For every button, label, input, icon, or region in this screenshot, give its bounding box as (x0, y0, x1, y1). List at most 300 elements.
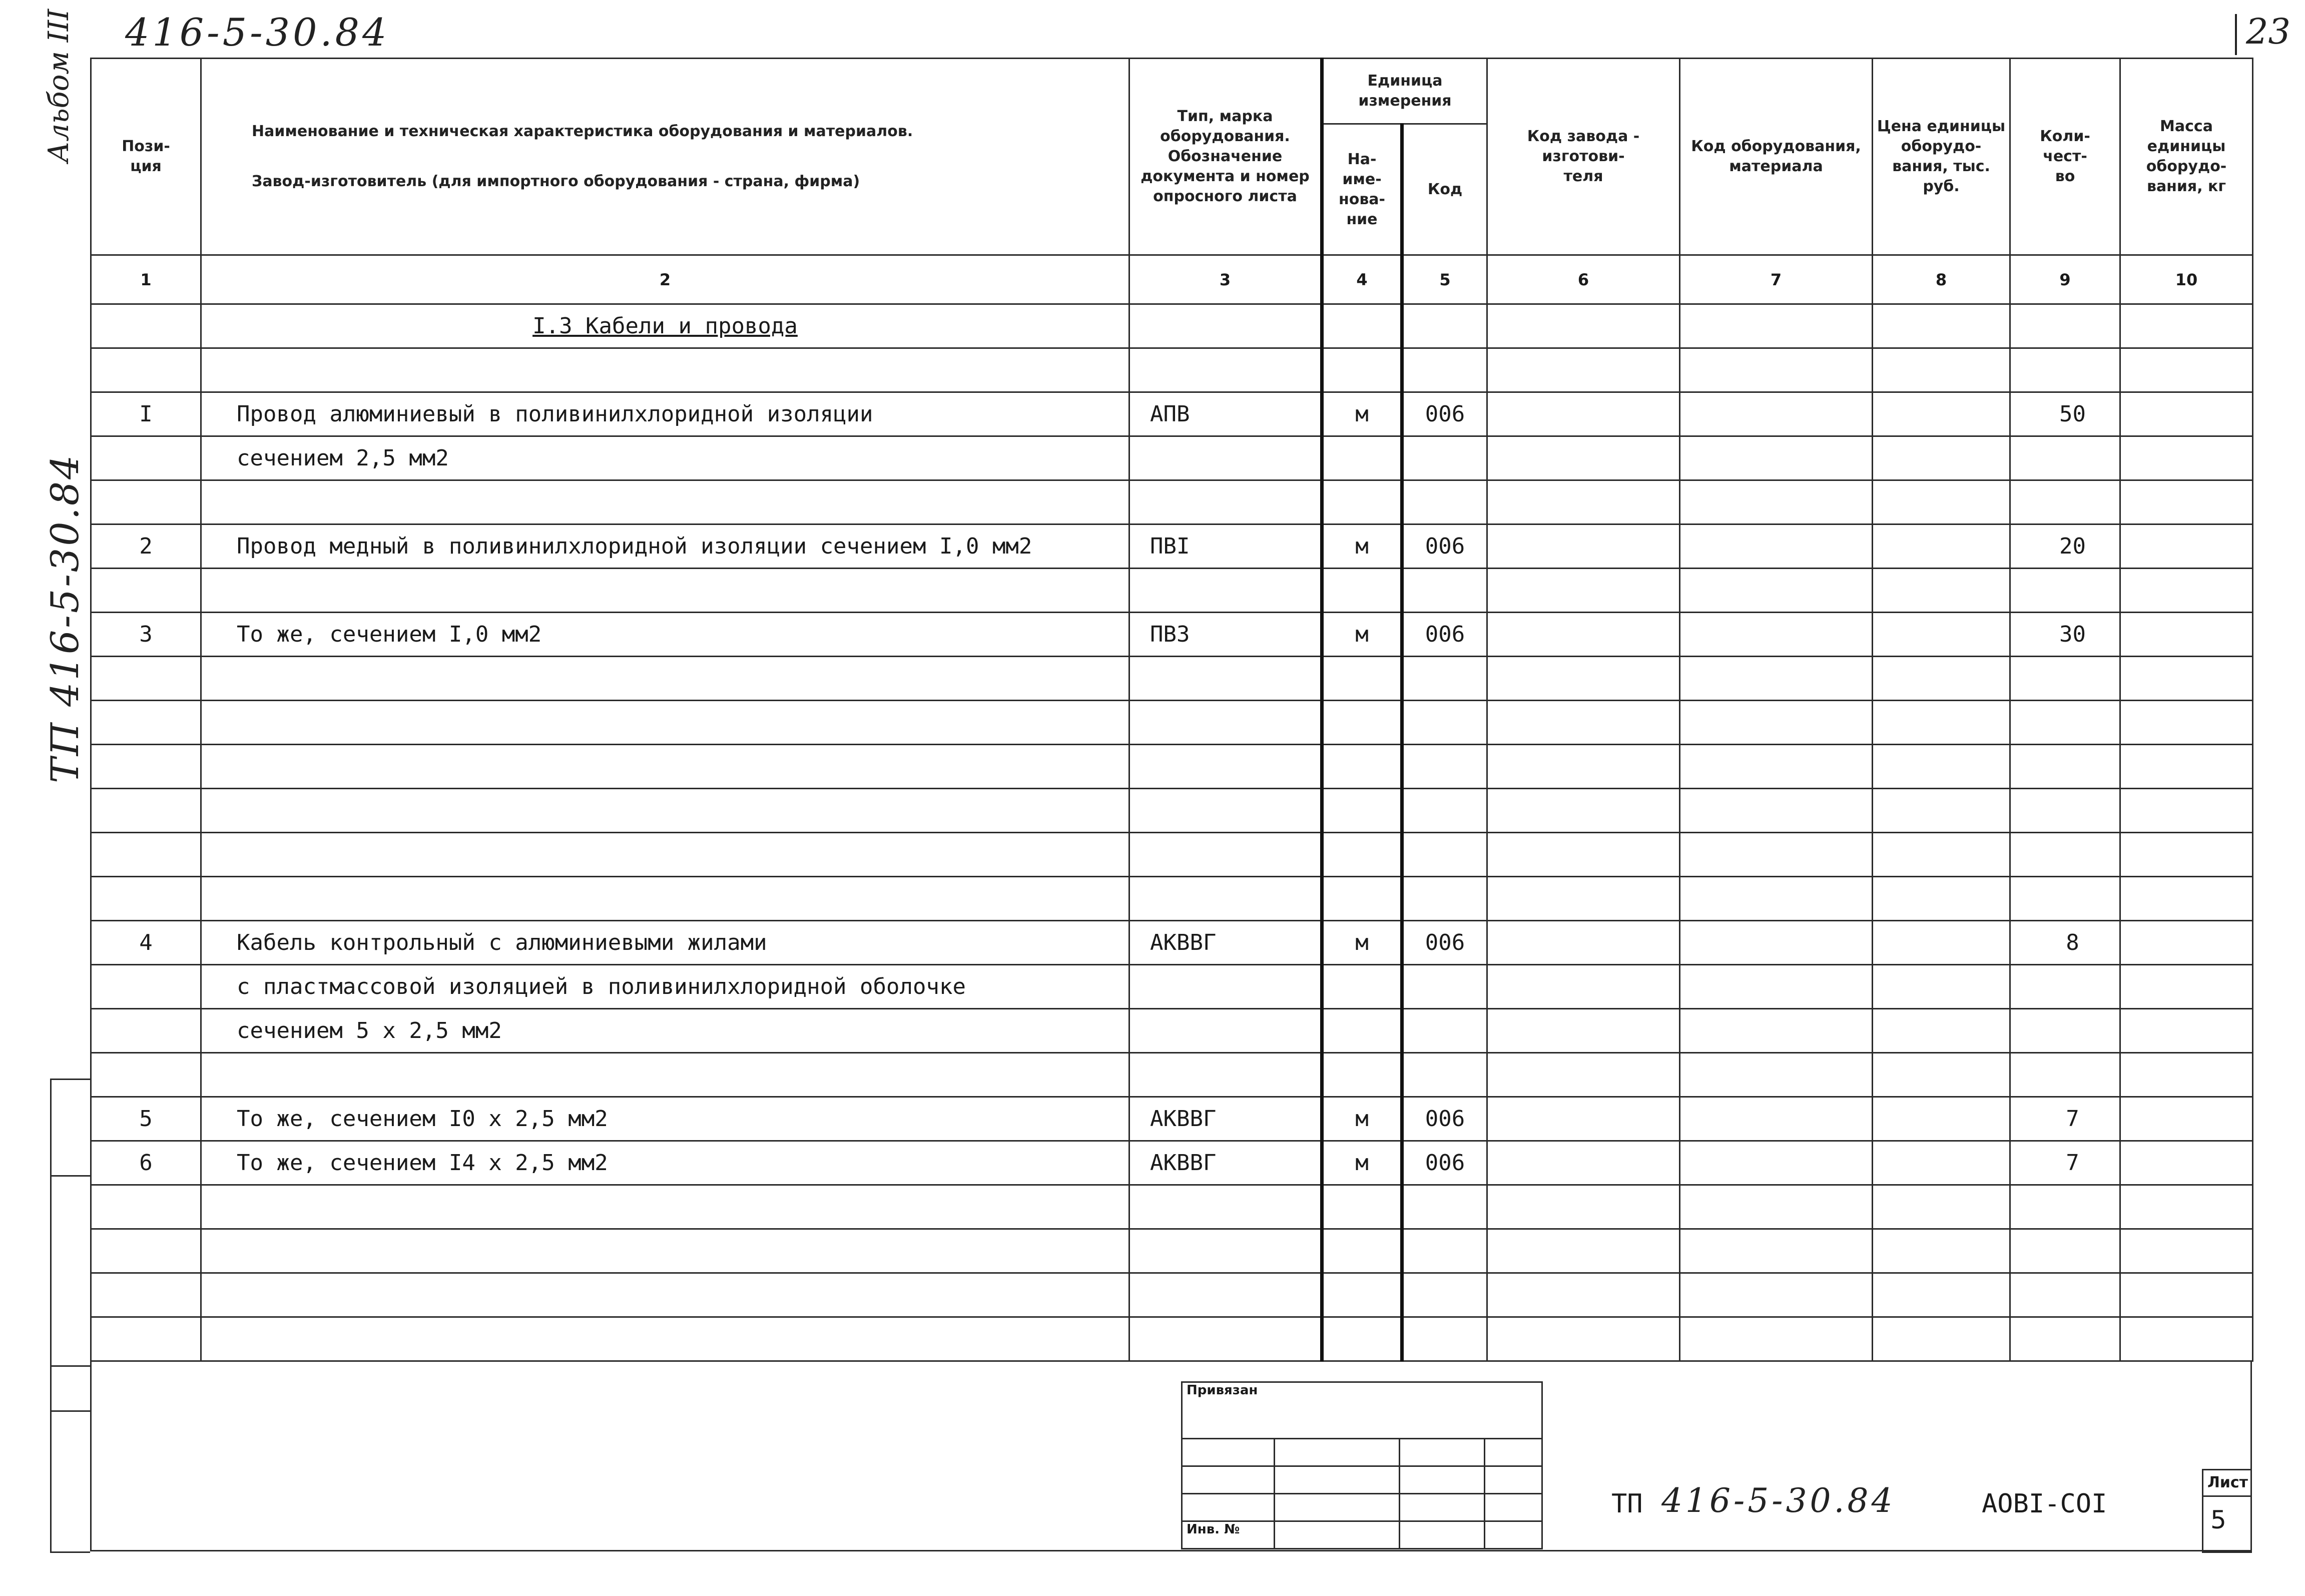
table-row (91, 1097, 2253, 1141)
row-factory-code (1487, 613, 1680, 657)
row-unit-code (1402, 1053, 1487, 1097)
row-mass (2120, 1097, 2253, 1141)
column-number: 10 (2120, 255, 2253, 304)
row-factory-code (1487, 524, 1680, 569)
row-price (1873, 965, 2010, 1009)
row-unit: м (1322, 392, 1402, 436)
row-mass (2120, 657, 2253, 701)
row-type: АКВВГ (1129, 1141, 1322, 1185)
row-name: Провод медный в поливинилхлоридной изоляции сечением I,0 мм2 (201, 524, 1129, 569)
row-equipment-code (1680, 877, 1873, 921)
section-title: I.3 Кабели и провода (201, 304, 1129, 348)
row-unit: м (1322, 613, 1402, 657)
row-equipment-code (1680, 1053, 1873, 1097)
row-type (1129, 789, 1322, 833)
row-price (1873, 833, 2010, 877)
stamp-cell (1485, 1494, 1542, 1521)
sheet-box (2202, 1469, 2252, 1553)
stamp-cell (1485, 1466, 1542, 1494)
row-type (1129, 745, 1322, 789)
row-equipment-code (1680, 392, 1873, 436)
row-type (1129, 1185, 1322, 1229)
column-number: 8 (1873, 255, 2010, 304)
row-quantity (2010, 1273, 2120, 1317)
table-row (91, 701, 2253, 745)
row-position (91, 1317, 201, 1361)
row-quantity (2010, 1009, 2120, 1053)
stamp-cell (1275, 1439, 1400, 1466)
row-price (1873, 1141, 2010, 1185)
row-price (1873, 745, 2010, 789)
row-factory-code (1487, 1229, 1680, 1273)
row-unit (1322, 1273, 1402, 1317)
row-mass (2120, 1185, 2253, 1229)
row-type (1129, 965, 1322, 1009)
title-block-frame (90, 1361, 2252, 1551)
row-price (1873, 348, 2010, 392)
row-unit-code (1402, 1229, 1487, 1273)
row-price (1873, 1097, 2010, 1141)
row-name: сечением 2,5 мм2 (201, 436, 1129, 480)
col-head-price-text: Цена единицы оборудо- вания, тыс. руб. (1877, 118, 2006, 195)
table-row (91, 965, 2253, 1009)
sheet-value: 5 (2210, 1505, 2226, 1534)
stamp-cell (1400, 1521, 1485, 1549)
row-type (1129, 1317, 1322, 1361)
table-row (91, 569, 2253, 613)
row-equipment-code (1680, 789, 1873, 833)
row-mass (2120, 392, 2253, 436)
row-position: 2 (91, 524, 201, 569)
row-position (91, 877, 201, 921)
row-mass (2120, 1229, 2253, 1273)
row-equipment-code (1680, 348, 1873, 392)
row-quantity: 7 (2010, 1141, 2120, 1185)
row-mass (2120, 569, 2253, 613)
table-row (91, 613, 2253, 657)
row-price (1873, 613, 2010, 657)
sheet-number-handwritten: 23 (2246, 11, 2291, 52)
row-price (1873, 569, 2010, 613)
row-equipment-code (1680, 833, 1873, 877)
col-head-unit-name (1322, 124, 1402, 255)
row-name (201, 348, 1129, 392)
stamp-cell (1275, 1466, 1400, 1494)
row-unit (1322, 436, 1402, 480)
col-head-mass (2120, 59, 2253, 255)
row-factory-code (1487, 877, 1680, 921)
row-unit (1322, 1185, 1402, 1229)
row-unit-code (1402, 833, 1487, 877)
row-unit-code: 006 (1402, 1141, 1487, 1185)
column-number: 7 (1680, 255, 1873, 304)
row-unit (1322, 480, 1402, 524)
row-name (201, 877, 1129, 921)
row-type (1129, 436, 1322, 480)
row-mass (2120, 921, 2253, 965)
row-price (1873, 1053, 2010, 1097)
row-name (201, 1273, 1129, 1317)
row-price (1873, 921, 2010, 965)
col-head-name-line2: Завод-изготовитель (для импортного оборудования - страна, фирма) (252, 173, 860, 190)
col-head-equipment-code (1680, 59, 1873, 255)
stamp-cell (1182, 1439, 1275, 1466)
row-factory-code (1487, 657, 1680, 701)
row-unit (1322, 1053, 1402, 1097)
row-price (1873, 392, 2010, 436)
row-unit (1322, 569, 1402, 613)
row-name: Провод алюминиевый в поливинилхлоридной изоляции (201, 392, 1129, 436)
stamp-cell (1182, 1466, 1275, 1494)
stamp-cell (1485, 1439, 1542, 1466)
row-name (201, 1185, 1129, 1229)
row-unit (1322, 701, 1402, 745)
col-head-unit-code (1402, 124, 1487, 255)
column-number: 6 (1487, 255, 1680, 304)
row-unit-code (1402, 745, 1487, 789)
column-number: 3 (1129, 255, 1322, 304)
table-row (91, 745, 2253, 789)
row-name (201, 789, 1129, 833)
row-factory-code (1487, 789, 1680, 833)
row-unit-code (1402, 1185, 1487, 1229)
table-row (91, 833, 2253, 877)
row-position (91, 436, 201, 480)
album-mark: Альбом III (43, 9, 75, 163)
row-factory-code (1487, 1185, 1680, 1229)
row-equipment-code (1680, 1229, 1873, 1273)
row-type (1129, 348, 1322, 392)
row-price (1873, 1185, 2010, 1229)
col-head-type-text: Тип, марка оборудования. Обозначение документа и номер опросного листа (1140, 108, 1310, 205)
row-factory-code (1487, 392, 1680, 436)
stamp-inv-label: Инв. № (1182, 1521, 1275, 1549)
row-quantity: 50 (2010, 392, 2120, 436)
row-unit (1322, 789, 1402, 833)
row-mass (2120, 833, 2253, 877)
row-unit (1322, 1229, 1402, 1273)
row-quantity (2010, 348, 2120, 392)
col-head-unit-group-text: Единица измерения (1358, 72, 1452, 110)
row-equipment-code (1680, 569, 1873, 613)
row-quantity (2010, 833, 2120, 877)
row-price (1873, 436, 2010, 480)
table-cell (2010, 304, 2120, 348)
row-type (1129, 480, 1322, 524)
row-mass (2120, 1141, 2253, 1185)
row-factory-code (1487, 1141, 1680, 1185)
col-head-name-line1: Наименование и техническая характеристика оборудования и материалов. (252, 123, 913, 140)
column-number-row (91, 255, 2253, 304)
row-position (91, 1273, 201, 1317)
row-position: 3 (91, 613, 201, 657)
row-unit-code: 006 (1402, 613, 1487, 657)
row-unit-code (1402, 1009, 1487, 1053)
col-head-unit-name-text: На- име- нова- ние (1338, 150, 1386, 228)
row-position (91, 745, 201, 789)
table-cell (1402, 304, 1487, 348)
row-quantity (2010, 1053, 2120, 1097)
column-number: 9 (2010, 255, 2120, 304)
row-quantity (2010, 569, 2120, 613)
row-type: ПВI (1129, 524, 1322, 569)
row-type (1129, 1229, 1322, 1273)
strip-divider (52, 1175, 92, 1177)
row-position (91, 701, 201, 745)
row-mass (2120, 701, 2253, 745)
row-price (1873, 701, 2010, 745)
row-quantity: 20 (2010, 524, 2120, 569)
row-equipment-code (1680, 965, 1873, 1009)
row-equipment-code (1680, 480, 1873, 524)
row-unit-code: 006 (1402, 921, 1487, 965)
row-factory-code (1487, 701, 1680, 745)
row-equipment-code (1680, 701, 1873, 745)
document-code-handwritten: 416-5-30.84 (125, 10, 390, 55)
row-type (1129, 1273, 1322, 1317)
row-unit-code (1402, 569, 1487, 613)
section-title-row (91, 304, 2253, 348)
row-position: 5 (91, 1097, 201, 1141)
row-mass (2120, 348, 2253, 392)
row-quantity (2010, 480, 2120, 524)
row-position (91, 1185, 201, 1229)
title-block-project-code: 416-5-30.84 (1661, 1481, 1896, 1520)
row-unit-code: 006 (1402, 1097, 1487, 1141)
row-name: То же, сечением I4 х 2,5 мм2 (201, 1141, 1129, 1185)
row-unit (1322, 745, 1402, 789)
title-block-document-mark: АОВI-СОI (1982, 1489, 2107, 1519)
stamp-cell (1182, 1494, 1275, 1521)
row-name: То же, сечением I,0 мм2 (201, 613, 1129, 657)
table-cell (1487, 304, 1680, 348)
col-head-quantity (2010, 59, 2120, 255)
row-name: То же, сечением I0 х 2,5 мм2 (201, 1097, 1129, 1141)
row-unit: м (1322, 921, 1402, 965)
col-head-type (1129, 59, 1322, 255)
row-equipment-code (1680, 613, 1873, 657)
strip-divider (52, 1410, 92, 1412)
attachment-stamp (1181, 1381, 1543, 1549)
row-type: АКВВГ (1129, 1097, 1322, 1141)
margin-project-code: ТП 416-5-30.84 (43, 453, 87, 783)
row-mass (2120, 1053, 2253, 1097)
row-equipment-code (1680, 1097, 1873, 1141)
row-quantity (2010, 789, 2120, 833)
row-factory-code (1487, 1053, 1680, 1097)
row-factory-code (1487, 1317, 1680, 1361)
row-quantity (2010, 701, 2120, 745)
row-type: ПВ3 (1129, 613, 1322, 657)
row-equipment-code (1680, 1273, 1873, 1317)
table-row (91, 1317, 2253, 1361)
table-row (91, 436, 2253, 480)
row-quantity (2010, 877, 2120, 921)
row-type (1129, 657, 1322, 701)
col-head-mass-text: Масса единицы оборудо- вания, кг (2146, 118, 2227, 195)
row-position: I (91, 392, 201, 436)
row-name (201, 701, 1129, 745)
sheet-number-divider (2235, 14, 2237, 55)
row-factory-code (1487, 348, 1680, 392)
row-equipment-code (1680, 1317, 1873, 1361)
equipment-specification-table (90, 58, 2253, 1362)
row-price (1873, 1317, 2010, 1361)
row-type (1129, 569, 1322, 613)
row-unit-code (1402, 348, 1487, 392)
title-block-tp-label: ТП (1611, 1489, 1643, 1519)
row-unit-code (1402, 877, 1487, 921)
col-head-factory-code-text: Код завода - изготови- теля (1527, 128, 1640, 185)
row-mass (2120, 524, 2253, 569)
row-position (91, 1053, 201, 1097)
row-type: АКВВГ (1129, 921, 1322, 965)
row-mass (2120, 1317, 2253, 1361)
row-quantity: 7 (2010, 1097, 2120, 1141)
row-price (1873, 1009, 2010, 1053)
row-factory-code (1487, 965, 1680, 1009)
stamp-cell (1275, 1494, 1400, 1521)
row-name (201, 833, 1129, 877)
row-position: 4 (91, 921, 201, 965)
table-row (91, 1009, 2253, 1053)
row-name (201, 1053, 1129, 1097)
row-mass (2120, 1009, 2253, 1053)
col-head-unit-code-text: Код (1427, 180, 1463, 198)
stamp-cell (1400, 1466, 1485, 1494)
row-factory-code (1487, 480, 1680, 524)
row-price (1873, 524, 2010, 569)
stamp-cell (1400, 1494, 1485, 1521)
row-quantity (2010, 1317, 2120, 1361)
row-mass (2120, 436, 2253, 480)
table-cell (1873, 304, 2010, 348)
col-head-factory-code (1487, 59, 1680, 255)
row-position (91, 1229, 201, 1273)
row-mass (2120, 480, 2253, 524)
row-factory-code (1487, 436, 1680, 480)
row-equipment-code (1680, 745, 1873, 789)
row-position (91, 657, 201, 701)
row-type (1129, 877, 1322, 921)
col-head-equipment-code-text: Код оборудования, материала (1691, 138, 1861, 175)
row-position (91, 348, 201, 392)
table-row (91, 1053, 2253, 1097)
row-position (91, 965, 201, 1009)
row-name: Кабель контрольный с алюминиевыми жилами (201, 921, 1129, 965)
row-price (1873, 480, 2010, 524)
row-quantity (2010, 745, 2120, 789)
row-name: с пластмассовой изоляцией в поливинилхлоридной оболочке (201, 965, 1129, 1009)
row-type (1129, 833, 1322, 877)
row-factory-code (1487, 1273, 1680, 1317)
row-quantity (2010, 436, 2120, 480)
row-equipment-code (1680, 921, 1873, 965)
row-equipment-code (1680, 436, 1873, 480)
table-cell (1129, 304, 1322, 348)
row-quantity (2010, 657, 2120, 701)
table-cell (1322, 304, 1402, 348)
row-mass (2120, 745, 2253, 789)
row-price (1873, 1273, 2010, 1317)
row-name (201, 657, 1129, 701)
stamp-attached-label: Привязан (1182, 1382, 1542, 1439)
row-price (1873, 877, 2010, 921)
row-equipment-code (1680, 1185, 1873, 1229)
table-row (91, 348, 2253, 392)
row-unit-code (1402, 965, 1487, 1009)
row-quantity (2010, 965, 2120, 1009)
table-row (91, 524, 2253, 569)
column-number: 1 (91, 255, 201, 304)
row-position (91, 569, 201, 613)
row-equipment-code (1680, 657, 1873, 701)
row-position (91, 480, 201, 524)
row-name (201, 480, 1129, 524)
row-mass (2120, 965, 2253, 1009)
row-name: сечением 5 х 2,5 мм2 (201, 1009, 1129, 1053)
row-position (91, 833, 201, 877)
row-mass (2120, 1273, 2253, 1317)
table-row (91, 657, 2253, 701)
row-unit (1322, 833, 1402, 877)
row-equipment-code (1680, 524, 1873, 569)
table-row (91, 789, 2253, 833)
table-row (91, 480, 2253, 524)
table-row (91, 877, 2253, 921)
col-head-unit-group (1322, 59, 1487, 124)
row-unit-code (1402, 657, 1487, 701)
row-quantity: 8 (2010, 921, 2120, 965)
row-factory-code (1487, 745, 1680, 789)
col-head-name (201, 59, 1129, 255)
row-unit (1322, 348, 1402, 392)
row-position: 6 (91, 1141, 201, 1185)
row-factory-code (1487, 1097, 1680, 1141)
row-unit-code (1402, 1273, 1487, 1317)
row-equipment-code (1680, 1141, 1873, 1185)
row-factory-code (1487, 569, 1680, 613)
row-mass (2120, 877, 2253, 921)
row-quantity (2010, 1229, 2120, 1273)
row-factory-code (1487, 833, 1680, 877)
row-unit (1322, 1009, 1402, 1053)
table-cell (1680, 304, 1873, 348)
row-unit (1322, 877, 1402, 921)
row-unit: м (1322, 1141, 1402, 1185)
row-name (201, 1229, 1129, 1273)
row-unit-code (1402, 701, 1487, 745)
row-type (1129, 1053, 1322, 1097)
row-position (91, 789, 201, 833)
row-mass (2120, 613, 2253, 657)
row-position (91, 1009, 201, 1053)
row-factory-code (1487, 1009, 1680, 1053)
row-equipment-code (1680, 1009, 1873, 1053)
row-unit-code (1402, 436, 1487, 480)
table-cell (2120, 304, 2253, 348)
row-unit-code: 006 (1402, 392, 1487, 436)
stamp-cell (1275, 1521, 1400, 1549)
table-row (91, 1141, 2253, 1185)
table-cell (91, 304, 201, 348)
table-row (91, 1229, 2253, 1273)
table-row (91, 1185, 2253, 1229)
row-unit (1322, 1317, 1402, 1361)
row-type (1129, 1009, 1322, 1053)
row-unit-code: 006 (1402, 524, 1487, 569)
sheet-label: Лист (2203, 1470, 2252, 1497)
